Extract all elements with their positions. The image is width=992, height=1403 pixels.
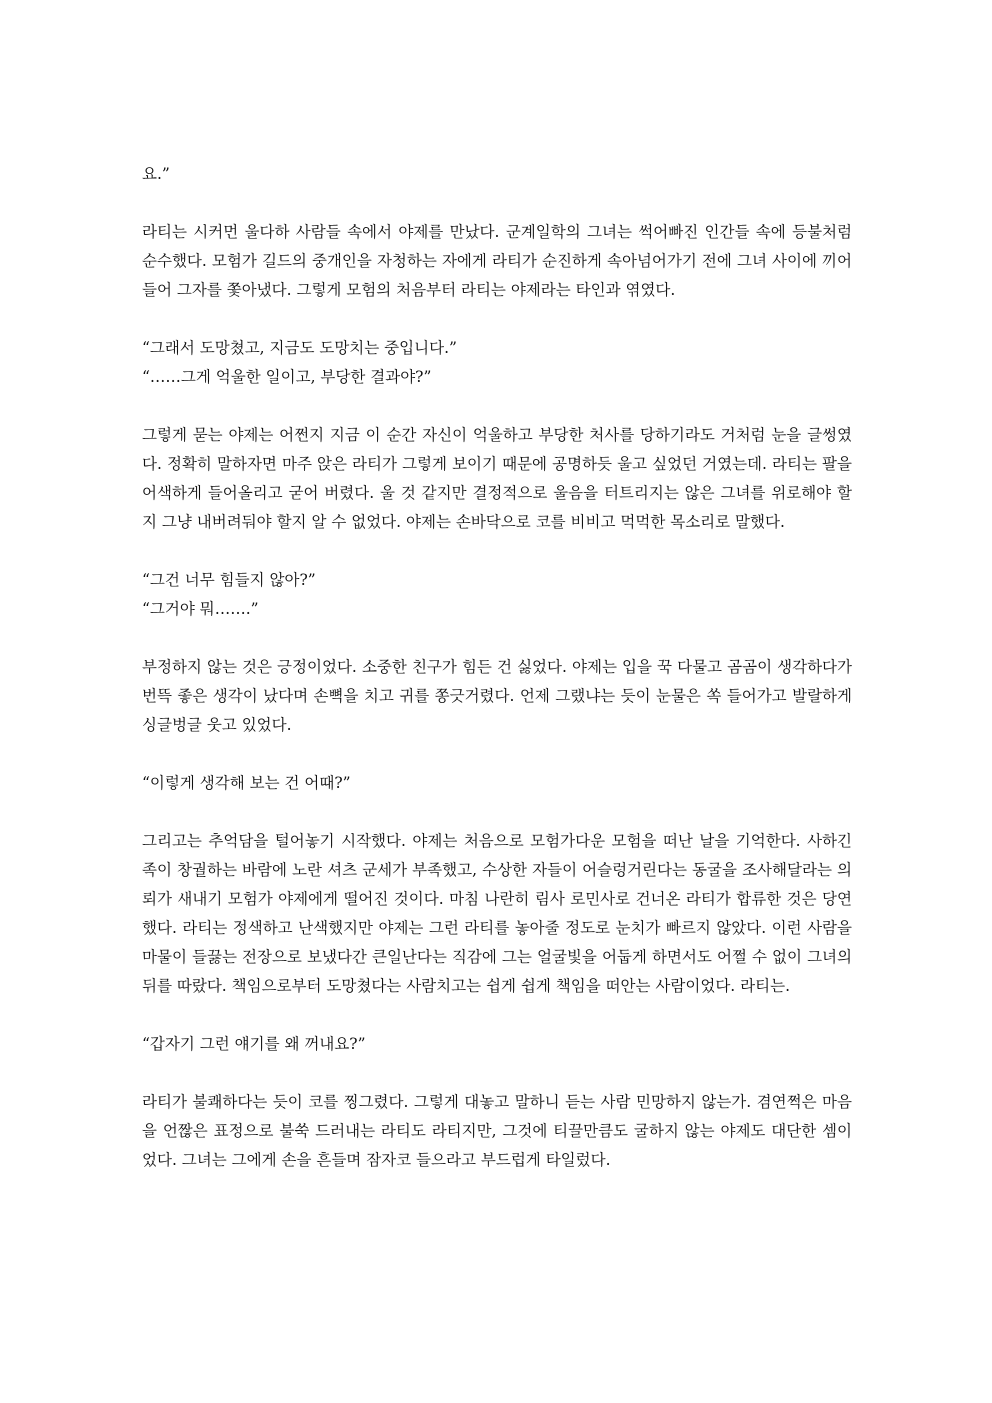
paragraph-4: 그리고는 추억담을 털어놓기 시작했다. 야제는 처음으로 모험가다운 모험을 떠난 날을 기억한다. 사하긴 족이 창궐하는 바람에 노란 셔츠 군세가 부족했고, 수상한 자들이 어슬렁거린다는 동굴을 조사해달라는 의뢰가 새내기 모험가 야제에게 떨어진 것이다. 마침 나란히 림사 로민사로 건너온 라티가 합류한 것은 당연했다. 라티는 정색하고 난색했지만 야제는 그런 라티를 놓아줄 정도로 눈치가 빠르지 않았다. 이런 사람을 마물이 들끓는 전장으로 보냈다간 큰일난다는 직감에 그는 얼굴빛을 어둡게 하면서도 어쩔 수 없이 그녀의 뒤를 따랐다. 책임으로부터 도망쳤다는 사람치고는 쉽게 쉽게 책임을 떠안는 사람이었다. 라티는.	[142, 832, 852, 995]
paragraph-gap	[142, 798, 852, 827]
paragraph-gap	[142, 1059, 852, 1088]
document-body	[142, 160, 852, 1175]
paragraph-gap	[142, 392, 852, 421]
paragraph-continuation: 요.”	[142, 165, 170, 183]
paragraph-5: 라티가 불쾌하다는 듯이 코를 찡그렸다. 그렇게 대놓고 말하니 듣는 사람 민망하지 않는가. 겸연쩍은 마음을 언짢은 표정으로 불쑥 드러내는 라티도 라티지만, 그것에 티끌만큼도 굴하지 않는 야제도 대단한 셈이었다. 그녀는 그에게 손을 흔들며 잠자코 들으라고 부드럽게 타일렀다.	[142, 1093, 852, 1169]
dialogue-line: “그래서 도망쳤고, 지금도 도망치는 중입니다.”	[142, 339, 457, 357]
paragraph-gap	[142, 537, 852, 566]
paragraph-gap	[142, 740, 852, 769]
paragraph-gap	[142, 305, 852, 334]
dialogue-line: “……그게 억울한 일이고, 부당한 결과야?”	[142, 368, 432, 386]
dialogue-line: “그건 너무 힘들지 않아?”	[142, 571, 316, 589]
paragraph-3: 부정하지 않는 것은 긍정이었다. 소중한 친구가 힘든 건 싫었다. 야제는 입을 꾹 다물고 곰곰이 생각하다가 번뜩 좋은 생각이 났다며 손뼉을 치고 귀를 쫑긋거렸다. 언제 그랬냐는 듯이 눈물은 쏙 들어가고 발랄하게 싱글벙글 웃고 있었다.	[142, 658, 852, 734]
dialogue-line: “이렇게 생각해 보는 건 어때?”	[142, 774, 351, 792]
dialogue-line: “그거야 뭐…….”	[142, 600, 259, 618]
paragraph-gap	[142, 624, 852, 653]
paragraph-gap	[142, 1001, 852, 1030]
dialogue-line: “갑자기 그런 얘기를 왜 꺼내요?”	[142, 1035, 366, 1053]
paragraph-gap	[142, 189, 852, 218]
paragraph-2: 그렇게 묻는 야제는 어쩐지 지금 이 순간 자신이 억울하고 부당한 처사를 당하기라도 거처럼 눈을 글썽였다. 정확히 말하자면 마주 앉은 라티가 그렇게 보이기 때문에 공명하듯 울고 싶었던 거였는데. 라티는 팔을 어색하게 들어올리고 굳어 버렸다. 울 것 같지만 결정적으로 울음을 터트리지는 않은 그녀를 위로해야 할지 그냥 내버려둬야 할지 알 수 없었다. 야제는 손바닥으로 코를 비비고 먹먹한 목소리로 말했다.	[142, 426, 852, 531]
paragraph-1: 라티는 시커먼 울다하 사람들 속에서 야제를 만났다. 군계일학의 그녀는 썩어빠진 인간들 속에 등불처럼 순수했다. 모험가 길드의 중개인을 자청하는 자에게 라티가 순진하게 속아넘어가기 전에 그녀 사이에 끼어들어 그자를 쫓아냈다. 그렇게 모험의 처음부터 라티는 야제라는 타인과 엮였다.	[142, 223, 852, 299]
